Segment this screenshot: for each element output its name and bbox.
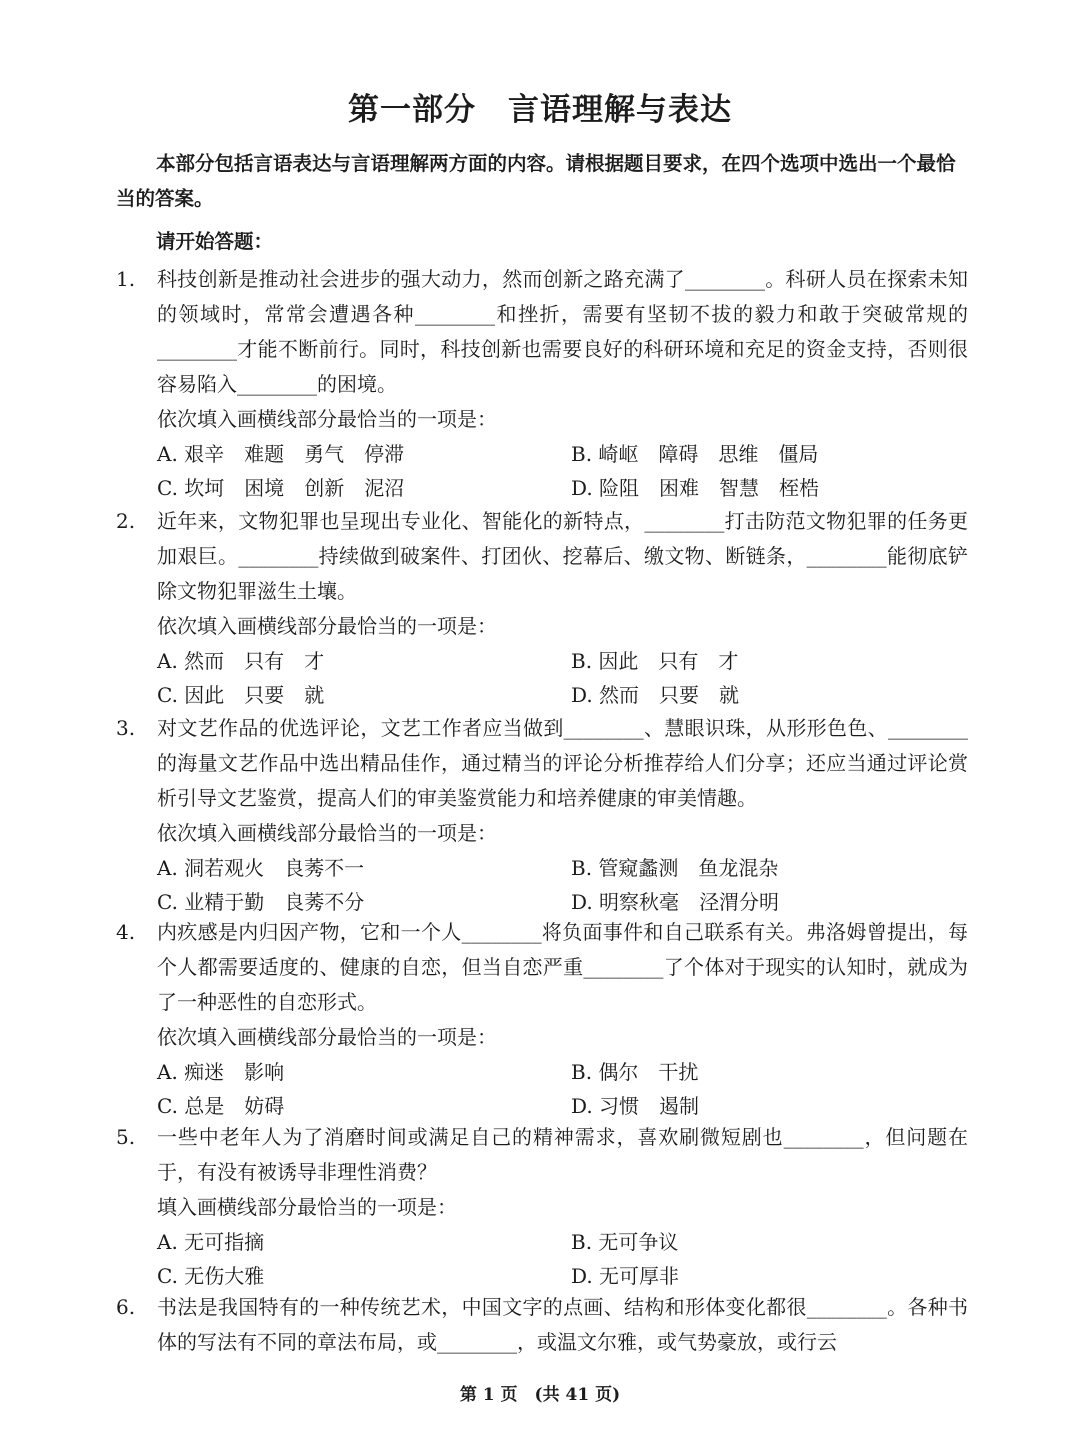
question-stem: 科技创新是推动社会进步的强大动力，然而创新之路充满了________。科研人员在探索未知的领域时，常常会遭遇各种________和挫折，需要有坚韧不拔的毅力和敢于突破常规的________才能不断前行。同时，科技创新也需要良好的科研环境和充足的资金支持，否则很容易陷入________的困境。 bbox=[157, 267, 968, 396]
option-b[interactable]: B. 崎岖 障碍 思维 僵局 bbox=[571, 442, 819, 466]
question-number: 1. bbox=[116, 267, 136, 291]
start-prompt: 请开始答题： bbox=[156, 230, 274, 253]
question-stem: 书法是我国特有的一种传统艺术，中国文字的点画、结构和形体变化都很________。各种书体的写法有不同的章法布局，或________，或温文尔雅，或气势豪放，或行云 bbox=[157, 1295, 968, 1354]
option-d[interactable]: D. 险阻 困难 智慧 桎梏 bbox=[571, 476, 820, 500]
page-footer: 第 1 页 (共 41 页) bbox=[459, 1385, 621, 1405]
option-a[interactable]: A. 痴迷 影响 bbox=[157, 1060, 285, 1084]
question-2 bbox=[116, 504, 968, 712]
question-prompt: 填入画横线部分最恰当的一项是： bbox=[157, 1195, 457, 1219]
option-b[interactable]: B. 无可争议 bbox=[571, 1230, 679, 1254]
question-stem: 内疚感是内归因产物，它和一个人________将负面事件和自己联系有关。弗洛姆曾提出，每个人都需要适度的、健康的自恋，但当自恋严重________了个体对于现实的认知时，就成为了一种恶性的自恋形式。 bbox=[157, 920, 968, 1014]
question-prompt: 依次填入画横线部分最恰当的一项是： bbox=[157, 614, 497, 638]
option-c[interactable]: C. 业精于勤 良莠不分 bbox=[157, 890, 365, 914]
question-6 bbox=[116, 1290, 968, 1360]
option-b[interactable]: B. 偶尔 干扰 bbox=[571, 1060, 699, 1084]
option-grid bbox=[157, 644, 968, 712]
question-number: 2. bbox=[116, 509, 136, 533]
option-grid bbox=[157, 851, 968, 919]
option-c[interactable]: C. 无伤大雅 bbox=[157, 1264, 265, 1288]
question-number: 4. bbox=[116, 920, 136, 944]
question-prompt: 依次填入画横线部分最恰当的一项是： bbox=[157, 407, 497, 431]
question-prompt: 依次填入画横线部分最恰当的一项是： bbox=[157, 821, 497, 845]
option-grid bbox=[157, 1225, 968, 1293]
option-d[interactable]: D. 习惯 遏制 bbox=[571, 1094, 700, 1118]
question-1 bbox=[116, 262, 968, 505]
question-prompt: 依次填入画横线部分最恰当的一项是： bbox=[157, 1025, 497, 1049]
section-instructions: 本部分包括言语表达与言语理解两方面的内容。请根据题目要求，在四个选项中选出一个最恰当的答案。 bbox=[116, 152, 956, 210]
question-stem: 近年来，文物犯罪也呈现出专业化、智能化的新特点，________打击防范文物犯罪的任务更加艰巨。________持续做到破案件、打团伙、挖幕后、缴文物、断链条，________能彻底铲除文物犯罪滋生土壤。 bbox=[157, 509, 968, 603]
question-3 bbox=[116, 711, 968, 919]
question-stem: 对文艺作品的优选评论，文艺工作者应当做到________、慧眼识珠，从形形色色、________的海量文艺作品中选出精品佳作，通过精当的评论分析推荐给人们分享；还应当通过评论赏析引导文艺鉴赏，提高人们的审美鉴赏能力和培养健康的审美情趣。 bbox=[157, 716, 968, 810]
option-b[interactable]: B. 因此 只有 才 bbox=[571, 649, 739, 673]
question-stem: 一些中老年人为了消磨时间或满足自己的精神需求，喜欢刷微短剧也________，但问题在于，有没有被诱导非理性消费？ bbox=[157, 1125, 968, 1184]
option-c[interactable]: C. 总是 妨碍 bbox=[157, 1094, 285, 1118]
option-a[interactable]: A. 洞若观火 良莠不一 bbox=[157, 856, 365, 880]
option-grid bbox=[157, 1055, 968, 1123]
option-d[interactable]: D. 无可厚非 bbox=[571, 1264, 680, 1288]
option-a[interactable]: A. 无可指摘 bbox=[157, 1230, 265, 1254]
question-number: 6. bbox=[116, 1295, 136, 1319]
question-4 bbox=[116, 915, 968, 1123]
option-c[interactable]: C. 因此 只要 就 bbox=[157, 683, 325, 707]
question-5 bbox=[116, 1120, 968, 1293]
section-title: 第一部分 言语理解与表达 bbox=[348, 92, 732, 128]
option-a[interactable]: A. 然而 只有 才 bbox=[157, 649, 325, 673]
option-grid bbox=[157, 437, 968, 505]
option-b[interactable]: B. 管窥蠡测 鱼龙混杂 bbox=[571, 856, 779, 880]
option-c[interactable]: C. 坎坷 困境 创新 泥沼 bbox=[157, 476, 405, 500]
option-a[interactable]: A. 艰辛 难题 勇气 停滞 bbox=[157, 442, 405, 466]
option-d[interactable]: D. 然而 只要 就 bbox=[571, 683, 740, 707]
option-d[interactable]: D. 明察秋毫 泾渭分明 bbox=[571, 890, 780, 914]
question-number: 5. bbox=[116, 1125, 136, 1149]
question-number: 3. bbox=[116, 716, 136, 740]
